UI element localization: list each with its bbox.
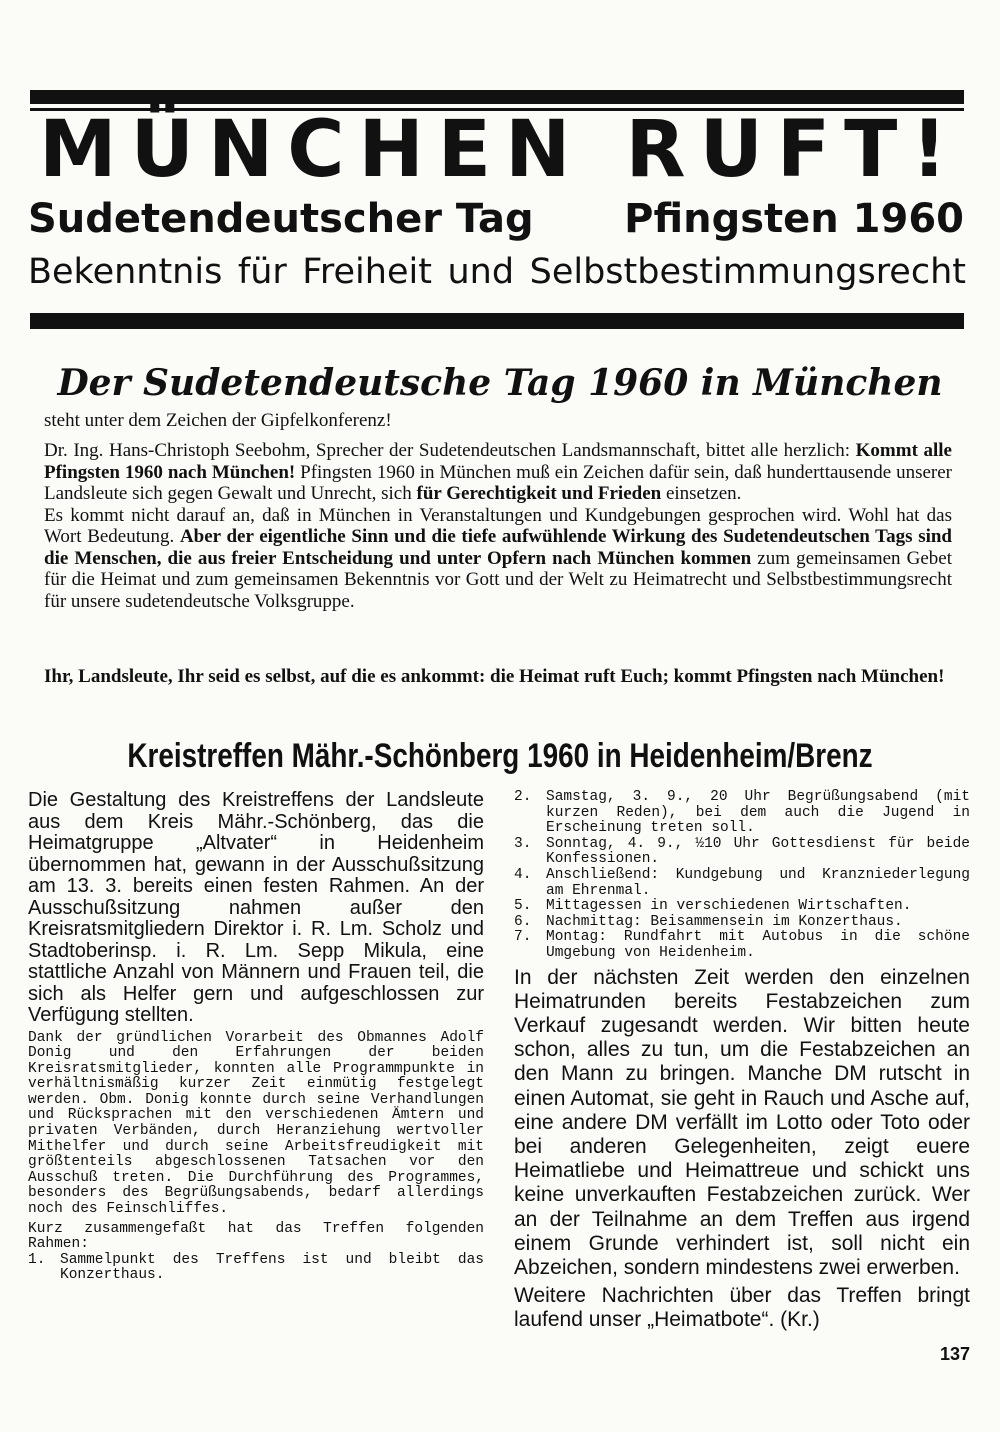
emphasis: Kommt alle Pfingsten 1960 nach München!: [44, 440, 952, 483]
section1-paragraph-1: [44, 440, 952, 505]
list-item: [514, 930, 970, 961]
subtitle-event: Sudetendeutscher Tag: [28, 196, 534, 242]
emphasis: für Gerechtigkeit und Frieden: [416, 483, 662, 504]
left-paragraph-1: Die Gestaltung des Kreistreffens der Landsleute aus dem Kreis Mähr.-Schönberg, das die Heimatgruppe „Altvater“ in Heidenheim übernommen hat, gewann in der Ausschußsitzung am 13. 3. bereits einen festen Rahmen. An der Ausschußsitzung nahmen außer den Kreisratsmitgliedern Direktor i. R. Lm. Scholz und Stadtoberinsp. i. R. Lm. Sepp Mikula, eine stattliche Anzahl von Männern und Frauen teil, die sich als Helfer gern und aufgeschlossen zur Verfügung stellten.: [28, 789, 484, 1026]
item-text: Mittagessen in verschiedenen Wirtschaften.: [546, 898, 912, 915]
program-list-part-2: [514, 790, 970, 962]
item-text: Sammelpunkt des Treffens ist und bleibt das Konzerthaus.: [60, 1251, 484, 1284]
item-number: 5.: [514, 898, 532, 915]
item-number: 4.: [514, 866, 532, 883]
left-paragraph-3: Kurz zusammengefaßt hat das Treffen folgenden Rahmen:: [28, 1220, 484, 1253]
item-text: Anschließend: Kundgebung und Kranzniederlegung am Ehrenmal.: [546, 866, 970, 899]
text-run: Es kommt nicht darauf an, daß in München in Veranstaltungen und Kundgebungen gesprochen wird. Wohl hat das Wort Bedeutung.: [44, 504, 952, 547]
item-number: 1.: [28, 1251, 46, 1268]
tagline: Bekenntnis für Freiheit und Selbstbestimmungsrecht: [28, 252, 966, 292]
section1-paragraph-2: [44, 505, 952, 613]
page-number: 137: [939, 1344, 970, 1364]
section1-body: [44, 440, 952, 612]
bottom-rule-thin: [30, 326, 964, 329]
text-run: Dr. Ing. Hans-Christoph Seebohm, Sprecher der Sudetendeutschen Landsmannschaft, bittet alle herzlich:: [44, 440, 856, 461]
list-item: [514, 837, 970, 868]
section1-title: Der Sudetendeutsche Tag 1960 in München: [57, 362, 943, 404]
item-number: 2.: [514, 789, 532, 805]
list-item: [514, 868, 970, 899]
left-column: [28, 790, 484, 1284]
right-paragraph-2: Weitere Nachrichten über das Treffen bringt laufend unser „Heimatbote“. (Kr.): [514, 1284, 970, 1332]
right-paragraph-1: In der nächsten Zeit werden den einzelnen Heimatrunden bereits Festabzeichen zum Verkauf zugesandt werden. Wir bitten heute schon, alles zu tun, um die Festabzeichen an den Mann zu bringen. Manche DM rutscht in einen Automat, sie geht in Rauch und Asche auf, eine andere DM verfällt im Lotto oder Toto oder bei anderen Gelegenheiten, zeigt euere Heimatliebe und Heimattreue und schickt uns keine unverkauften Festabzeichen zurück. Wer an der Teilnahme an dem Treffen aus irgend einem Grunde verhindert ist, soll nicht ein Abzeichen, sondern mindestens zwei erwerben.: [514, 965, 970, 1279]
program-list-part-1: [28, 1253, 484, 1284]
item-text: Sonntag, 4. 9., ½10 Uhr Gottesdienst für beide Konfessionen.: [546, 835, 970, 868]
item-text: Montag: Rundfahrt mit Autobus in die schöne Umgebung von Heidenheim.: [546, 929, 970, 961]
item-number: 6.: [514, 913, 532, 930]
text-run: Pfingsten 1960 in München muß ein Zeichen dafür sein, daß hunderttausende unserer Landsleute sich gegen Gewalt und Unrecht, sich: [44, 461, 953, 504]
list-item: [514, 915, 970, 931]
top-rule: [30, 90, 964, 104]
item-text: Nachmittag: Beisammensein im Konzerthaus.: [546, 913, 903, 930]
text-run: zum gemeinsamen Gebet für die Heimat und zum gemeinsamen Bekenntnis vor Gott und der Welt zu Heimatrecht und Selbstbestimmungsrecht für unsere sudetendeutsche Volksgruppe.: [44, 547, 952, 612]
text-run: einsetzen.: [661, 483, 742, 504]
section1-closing: Ihr, Landsleute, Ihr seid es selbst, auf die es ankommt: die Heimat ruft Euch; kommt Pfingsten nach München!: [44, 666, 945, 687]
list-item: [514, 790, 970, 837]
emphasis: Aber der eigentliche Sinn und die tiefe aufwühlende Wirkung des Sudetendeutschen Tags sind die Menschen, die aus freier Entscheidung und unter Opfern nach München kommen: [44, 526, 952, 569]
item-number: 7.: [514, 929, 532, 946]
item-number: 3.: [514, 835, 532, 852]
list-item: [514, 899, 970, 915]
headline: MÜNCHEN RUFT!: [39, 105, 961, 195]
bottom-rule: [30, 313, 964, 327]
section1-lead: steht unter dem Zeichen der Gipfelkonferenz!: [44, 410, 392, 431]
right-column: [514, 790, 970, 1333]
list-item: [28, 1253, 484, 1284]
section2-title: Kreistreffen Mähr.-Schönberg 1960 in Heidenheim/Brenz: [127, 737, 873, 775]
item-text: Samstag, 3. 9., 20 Uhr Begrüßungsabend (mit kurzen Reden), bei dem auch die Jugend in Erscheinung treten soll.: [546, 789, 970, 837]
subtitle-date: Pfingsten 1960: [624, 196, 964, 242]
left-paragraph-2: Dank der gründlichen Vorarbeit des Obmannes Adolf Donig und den Erfahrungen der beiden Kreisratsmitglieder, konnten alle Programmpunkte in verhältnismäßig kurzer Zeit einmütig festgelegt werden. Obm. Donig konnte durch seine Verhandlungen und Rücksprachen mit den verschiedenen Ämtern und privaten Verbänden, durch Heranziehung wertvoller Mithelfer und durch seine Arbeitsfreudigkeit mit größtenteils abgeschlossenen Tatsachen vor den Ausschuß treten. Die Durchführung des Programmes, besonders des Begrüßungsabends, bedarf allerdings noch des Feinschliffes.: [28, 1029, 484, 1218]
